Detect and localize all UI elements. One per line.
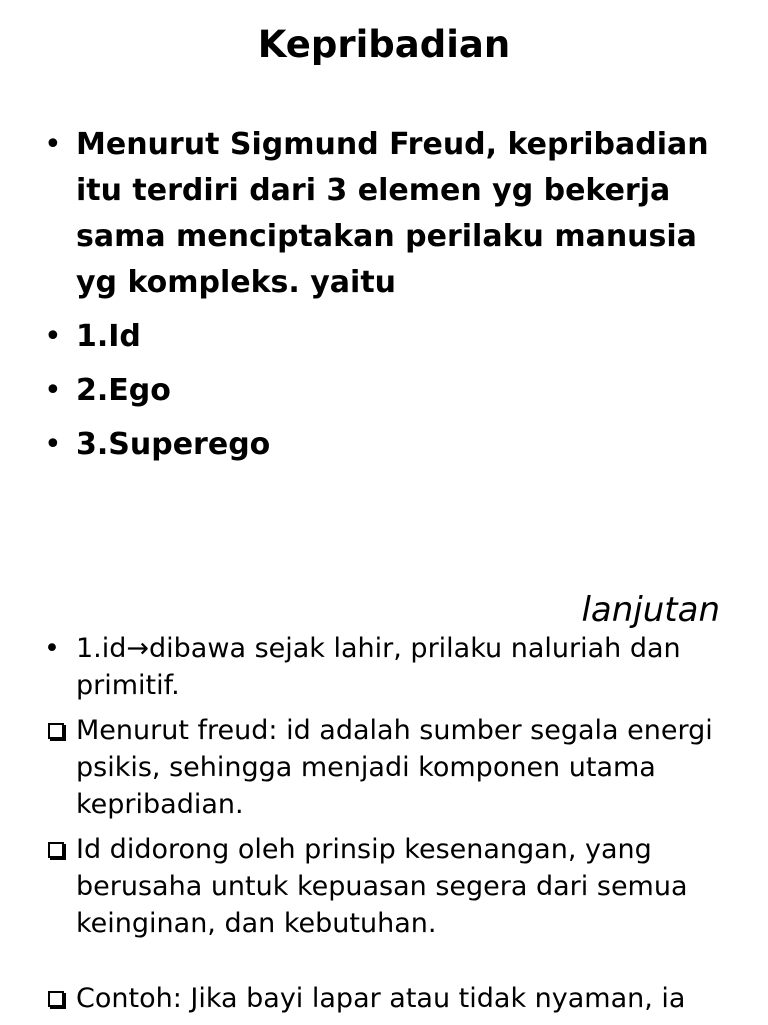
bullet-icon: • [44, 319, 62, 354]
bullet-icon: • [44, 127, 62, 162]
list-item: • 1.Id [44, 314, 744, 360]
bullet-icon: • [44, 373, 62, 408]
list-item: Menurut freud: id adalah sumber segala energi psikis, sehingga menjadi komponen utama kepribadian. [44, 712, 744, 823]
slide-title: Kepribadian [257, 23, 511, 66]
checkbox-bullet-icon [48, 842, 64, 858]
detail-list [44, 630, 744, 1025]
slide-lanjutan [0, 560, 768, 1024]
bullet-list [44, 122, 744, 476]
list-item: • 3.Superego [44, 422, 744, 468]
bullet-icon: • [44, 427, 62, 462]
checkbox-bullet-icon [48, 991, 64, 1007]
list-item: • 2.Ego [44, 368, 744, 414]
list-item: • 1.id→dibawa sejak lahir, prilaku naluriah dan primitif. [44, 630, 744, 704]
checkbox-bullet-icon [48, 723, 64, 739]
arrow-right-icon: → [126, 633, 150, 664]
list-item: Id didorong oleh prinsip kesenangan, yang berusaha untuk kepuasan segera dari semua keinginan, dan kebutuhan. [44, 831, 744, 942]
slide-subtitle: lanjutan [581, 590, 720, 630]
list-item: Contoh: Jika bayi lapar atau tidak nyaman, ia [44, 980, 744, 1017]
bullet-icon: • [44, 633, 60, 664]
list-item: • Menurut Sigmund Freud, kepribadian itu terdiri dari 3 elemen yg bekerja sama menciptakan perilaku manusia yg kompleks. yaitu [44, 122, 744, 306]
